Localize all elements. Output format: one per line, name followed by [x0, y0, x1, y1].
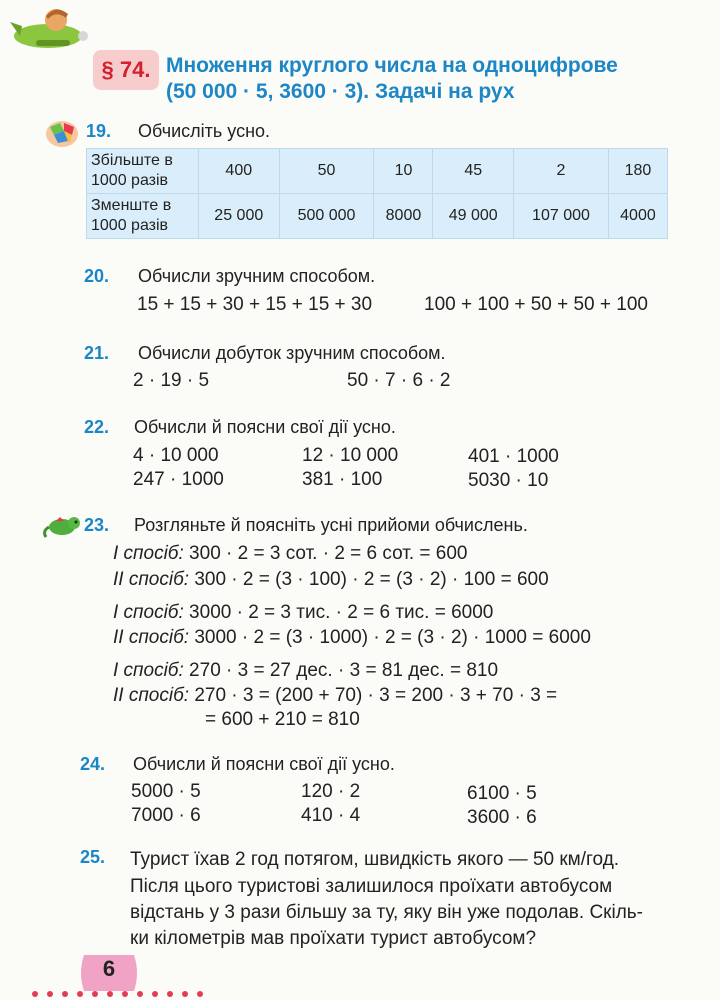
- row-label-line-2: 1000 разів: [91, 217, 169, 234]
- task-22-number: 22.: [84, 417, 110, 437]
- task-20-text: Обчисли зручним способом.: [138, 266, 376, 286]
- task-25-number: 25.: [80, 847, 106, 867]
- page-title: [166, 53, 696, 105]
- task-19-number: 19.: [86, 121, 112, 141]
- task-24-expr: 7000 · 6: [131, 805, 201, 826]
- method-continuation: = 600 + 210 = 810: [205, 709, 360, 730]
- task-24-expr: 5000 · 5: [131, 781, 201, 802]
- table-cell: 500 000: [279, 194, 374, 239]
- section-badge: § 74.: [93, 50, 159, 90]
- task-21-text: Обчисли добуток зручним способом.: [138, 343, 446, 363]
- table-row: [87, 149, 668, 194]
- method-line: I спосіб: 300 · 2 = 3 сот. · 2 = 6 сот. = 600: [113, 543, 468, 564]
- table-cell: 10: [374, 149, 433, 194]
- table-cell: 8000: [374, 194, 433, 239]
- method-line: II спосіб: 300 · 2 = (3 · 100) · 2 = (3 · 2) · 100 = 600: [113, 569, 549, 590]
- table-cell: 107 000: [514, 194, 609, 239]
- table-cell: 49 000: [433, 194, 514, 239]
- problem-line: Турист їхав 2 год потягом, швидкість якого — 50 км/год.: [130, 849, 620, 870]
- task-22-expr: 5030 · 10: [468, 470, 549, 491]
- table-row: [87, 194, 668, 239]
- row-label-line-1: Збільште в: [91, 152, 173, 169]
- task-22-expr: 401 · 1000: [468, 446, 559, 467]
- table-cell: 45: [433, 149, 514, 194]
- task-24-expr: 3600 · 6: [467, 807, 537, 828]
- problem-line: ки кілометрів мав проїхати турист автобусом?: [130, 928, 537, 949]
- table-cell: 180: [608, 149, 667, 194]
- task-24-expr: 120 · 2: [301, 781, 361, 802]
- method-line: I спосіб: 3000 · 2 = 3 тис. · 2 = 6 тис. = 6000: [113, 602, 494, 623]
- problem-line: відстань у 3 рази більшу за ту, яку він уже подолав. Скіль-: [130, 902, 644, 923]
- task-23-text: Розгляньте й поясніть усні прийоми обчислень.: [134, 515, 528, 535]
- row-label-line-2: 1000 разів: [91, 172, 169, 189]
- table-cell: 2: [514, 149, 609, 194]
- page-number: 6: [102, 956, 116, 981]
- row-label-line-1: Зменште в: [91, 197, 172, 214]
- title-line-2: (50 000 · 5, 3600 · 3). Задачі на рух: [166, 80, 515, 103]
- task-22-expr: 381 · 100: [302, 469, 383, 490]
- row-label: [87, 149, 199, 194]
- task-20-expr-1: 15 + 15 + 30 + 15 + 15 + 30: [137, 294, 373, 315]
- airplane-icon: [6, 0, 90, 58]
- table-cell: 25 000: [199, 194, 280, 239]
- title-line-1: Множення круглого числа на одноцифрове: [166, 54, 618, 77]
- task-22-expr: 247 · 1000: [133, 469, 224, 490]
- puzzle-head-icon: [44, 119, 80, 149]
- task-22-text: Обчисли й поясни свої дії усно.: [134, 417, 396, 437]
- method-line: II спосіб: 270 · 3 = (200 + 70) · 3 = 200 · 3 + 70 · 3 =: [113, 685, 558, 706]
- task-22-expr: 4 · 10 000: [133, 445, 219, 466]
- task-24-number: 24.: [80, 754, 106, 774]
- problem-line: Після цього туристові залишилося проїхати автобусом: [130, 876, 613, 897]
- task-21-expr-1: 2 · 19 · 5: [133, 370, 210, 391]
- method-line: I спосіб: 270 · 3 = 27 дес. · 3 = 81 дес. = 810: [113, 660, 499, 681]
- task-23-number: 23.: [84, 515, 110, 535]
- lizard-icon: [42, 513, 82, 539]
- task-24-expr: 410 · 4: [301, 805, 361, 826]
- task-24-expr: 6100 · 5: [467, 783, 537, 804]
- task-20-number: 20.: [84, 266, 110, 286]
- task-20-expr-2: 100 + 100 + 50 + 50 + 100: [424, 294, 648, 315]
- decorative-dots: [30, 989, 210, 999]
- table-cell: 400: [199, 149, 280, 194]
- task-19-text: Обчисліть усно.: [138, 121, 271, 141]
- method-line: II спосіб: 3000 · 2 = (3 · 1000) · 2 = (3 · 2) · 1000 = 6000: [113, 627, 591, 648]
- table-cell: 50: [279, 149, 374, 194]
- table-cell: 4000: [608, 194, 667, 239]
- row-label: [87, 194, 199, 239]
- task-21-number: 21.: [84, 343, 110, 363]
- task-24-text: Обчисли й поясни свої дії усно.: [133, 754, 395, 774]
- task-21-expr-2: 50 · 7 · 6 · 2: [347, 370, 451, 391]
- task-22-expr: 12 · 10 000: [302, 445, 399, 466]
- multiplication-table: [86, 148, 668, 239]
